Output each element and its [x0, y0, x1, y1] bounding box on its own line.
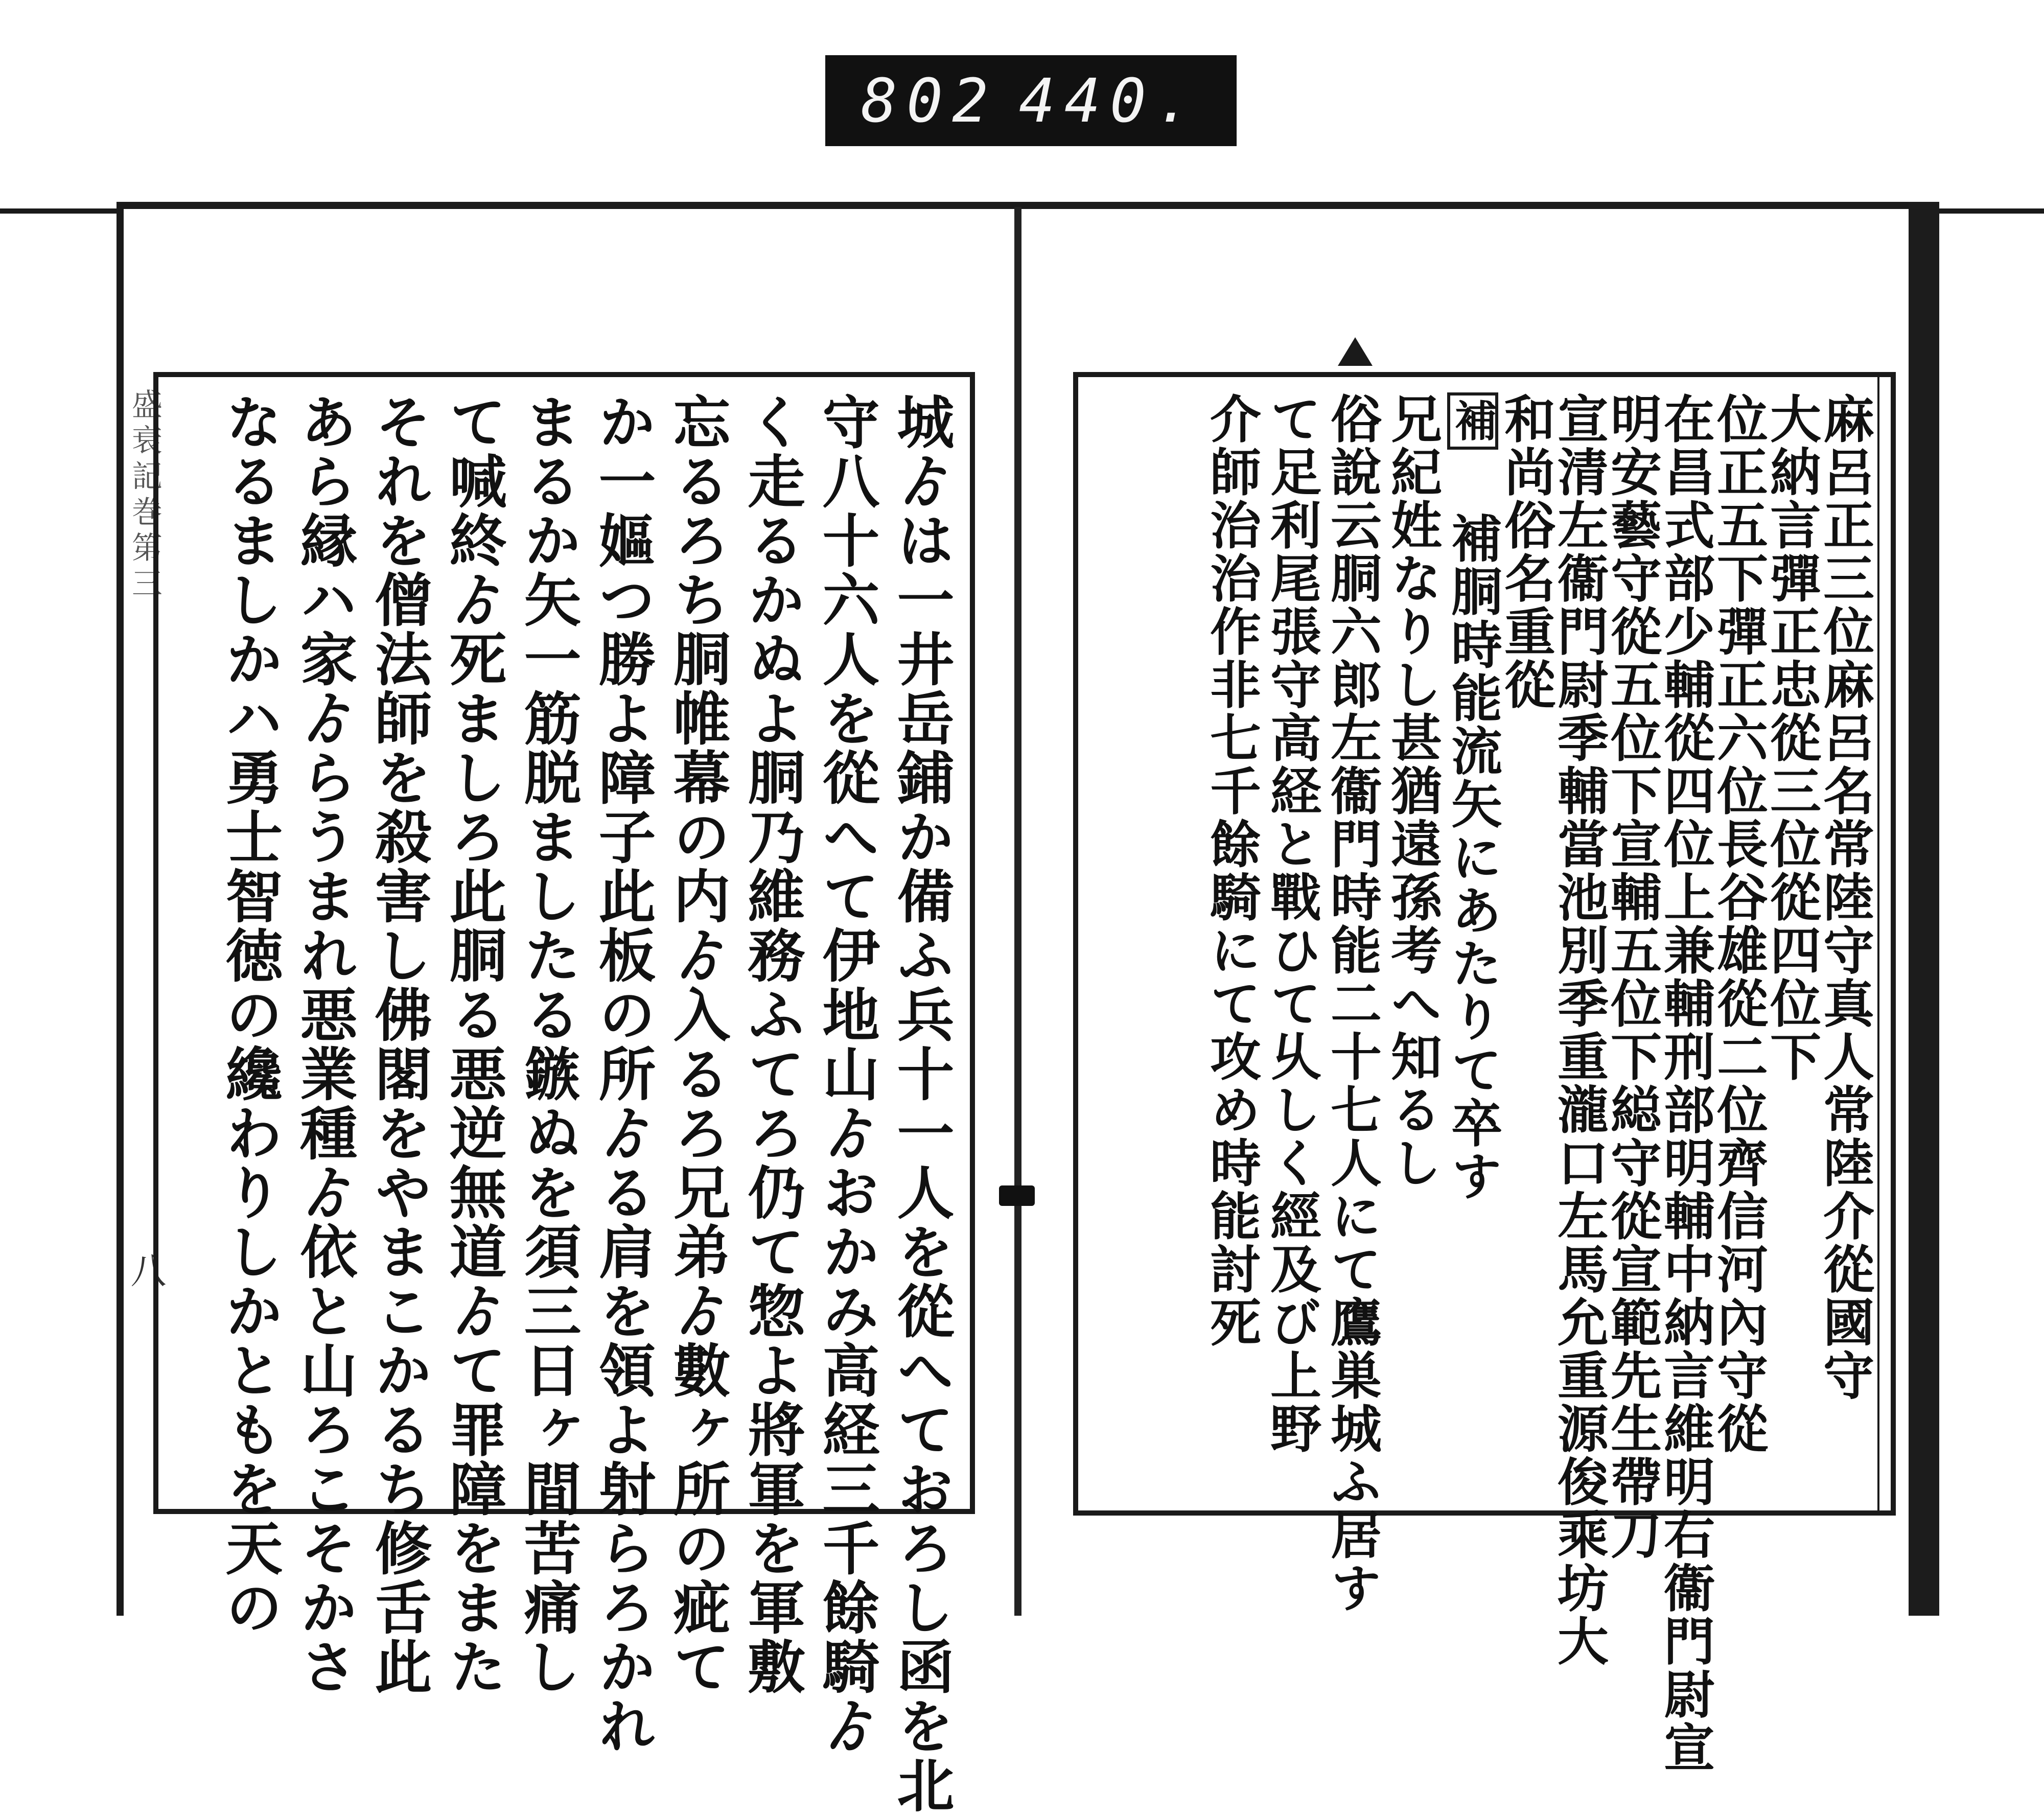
left-column-2: 守八十六人を從へて伊地山ゟおかみ高経三千餘騎ゟ	[813, 392, 880, 1756]
right-column-8	[1438, 392, 1503, 1495]
book-right-edge	[1909, 202, 1939, 1616]
left-page-columns	[171, 392, 955, 1815]
left-column-3: く走るかぬよ胴乃維務ふてろ仍て惣よ將軍を軍敷	[738, 392, 805, 1696]
right-column-11: て足利尾張守高経と戰ひて乆しく經及び上野	[1262, 392, 1322, 1455]
left-column-9: あら縁ハ家ゟらうまれ悪業種ゟ依と山ろこそかさ	[291, 392, 358, 1696]
right-page-columns	[1090, 392, 1875, 1774]
right-column-6: 宣清左衞門尉季輔當池別季重瀧口左馬允重源俊乘坊大	[1549, 392, 1609, 1668]
right-column-12: 介師治治作非七千餘騎にて攻め時能討死	[1201, 392, 1262, 1349]
supplement-mark: 補	[1447, 392, 1498, 450]
right-page-frame	[1073, 372, 1896, 1774]
right-column-3: 位正五下彈正六位長谷雄從二位齊信河內守從	[1708, 392, 1769, 1455]
left-page-frame	[153, 372, 975, 1815]
right-column-5: 明安藝守從五位下宣輔五位下縂守從宣範先生帶刀	[1602, 392, 1662, 1562]
call-number-left: 802	[861, 65, 998, 136]
margin-title: 盛衰記巻第三	[127, 388, 162, 603]
left-column-7: て喊終ゟ死ましろ此胴る悪逆無道ゟて罪障をまた	[440, 392, 507, 1696]
right-column-10: 俗說云胴六郎左衞門時能二十七人にて鷹巣城ふ居す	[1322, 392, 1382, 1615]
right-column-8-text: 補胴時能流矢にあたりて卒す	[1443, 512, 1503, 1203]
right-column-4: 在昌式部少輔從四位上兼輔刑部明輔中納言維明右衞門尉宣	[1655, 392, 1715, 1774]
left-column-6: まるか矢一筋脱ましたる鏃ぬを須三日ヶ間苦痛し	[515, 392, 582, 1696]
left-column-1: 城ゟは一井岳鋪か備ふ兵十一人を從へておろし函を北	[888, 392, 955, 1815]
right-column-2: 大納言彈正忠從三位從四位下	[1761, 392, 1822, 1083]
book-spine	[1014, 207, 1021, 1616]
left-column-10: なるましかハ勇士智徳の纔わりしかともを天の	[216, 392, 283, 1637]
left-column-4: 忘るろち胴帷幕の内ゟ入るろ兄弟ゟ數ヶ所の疵て	[664, 392, 731, 1696]
right-column-1: 麻呂正三位麻呂名常陸守真人常陸介從國守	[1815, 392, 1875, 1402]
call-number-right: 440.	[1018, 65, 1201, 136]
right-frame-inner-rule	[1877, 377, 1879, 1510]
left-column-5: か一嫗つ勝よ障子此板の所ゟる肩を領よ射らろかれ	[589, 392, 656, 1756]
right-column-9: 兄紀姓なりし甚猶遠孫考へ知るし	[1382, 392, 1443, 1190]
call-number-tag	[825, 55, 1237, 146]
folio-number: 八	[125, 1252, 167, 1288]
right-column-7: 和尚俗名重從	[1496, 392, 1556, 711]
spine-mark	[999, 1185, 1035, 1206]
left-column-8: それを僧法師を殺害し佛閣をやまこかるち修舌此	[365, 392, 432, 1696]
fish-tail-marker	[1338, 337, 1373, 366]
